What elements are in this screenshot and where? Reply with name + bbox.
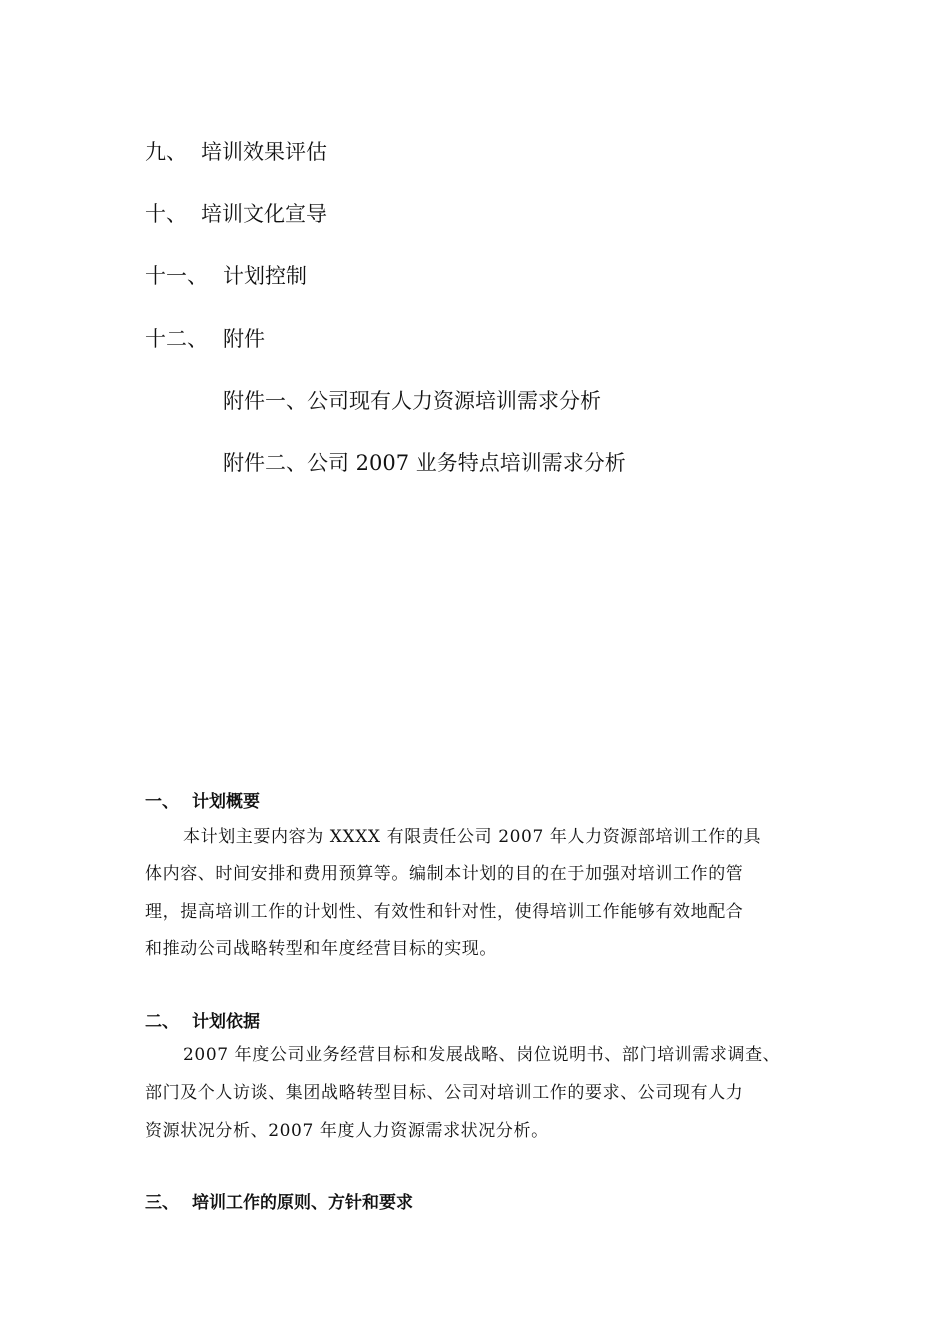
toc-item-number: 十二、 [145, 327, 208, 351]
toc-item-label: 培训效果评估 [201, 140, 327, 164]
toc-item-label: 培训文化宣导 [201, 202, 327, 226]
toc-item-10 [145, 200, 327, 228]
paragraph-line: 体内容、时间安排和费用预算等。编制本计划的目的在于加强对培训工作的管 [145, 864, 744, 884]
paragraph-line: 部门及个人访谈、集团战略转型目标、公司对培训工作的要求、公司现有人力 [145, 1083, 744, 1103]
section-number: 三、 [145, 1193, 179, 1213]
section-heading-3 [145, 1191, 413, 1215]
paragraph-line: 资源状况分析、2007 年度人力资源需求状况分析。 [145, 1121, 549, 1141]
paragraph-line: 理，提高培训工作的计划性、有效性和针对性，使得培训工作能够有效地配合 [145, 902, 744, 922]
paragraph-line: 2007 年度公司业务经营目标和发展战略、岗位说明书、部门培训需求调查、 [183, 1045, 781, 1065]
toc-item-number: 九、 [145, 140, 187, 164]
section-title: 计划依据 [192, 1012, 260, 1032]
toc-item-9 [145, 138, 327, 166]
paragraph-line: 本计划主要内容为 XXXX 有限责任公司 2007 年人力资源部培训工作的具 [183, 827, 762, 847]
toc-item-11 [145, 262, 307, 290]
toc-item-number: 十一、 [145, 264, 208, 288]
paragraph-line: 和推动公司战略转型和年度经营目标的实现。 [145, 939, 497, 959]
section-heading-2 [145, 1010, 260, 1034]
toc-item-number: 十、 [145, 202, 187, 226]
toc-item-label: 计划控制 [223, 264, 307, 288]
toc-attachment-1: 附件一、公司现有人力资源培训需求分析 [223, 389, 601, 413]
section-heading-1 [145, 790, 260, 814]
toc-item-label: 附件 [223, 327, 265, 351]
section-number: 二、 [145, 1012, 179, 1032]
section-title: 培训工作的原则、方针和要求 [192, 1193, 413, 1213]
toc-attachment-2: 附件二、公司 2007 业务特点培训需求分析 [223, 451, 626, 475]
toc-item-12 [145, 325, 265, 353]
section-title: 计划概要 [192, 792, 260, 812]
section-number: 一、 [145, 792, 179, 812]
